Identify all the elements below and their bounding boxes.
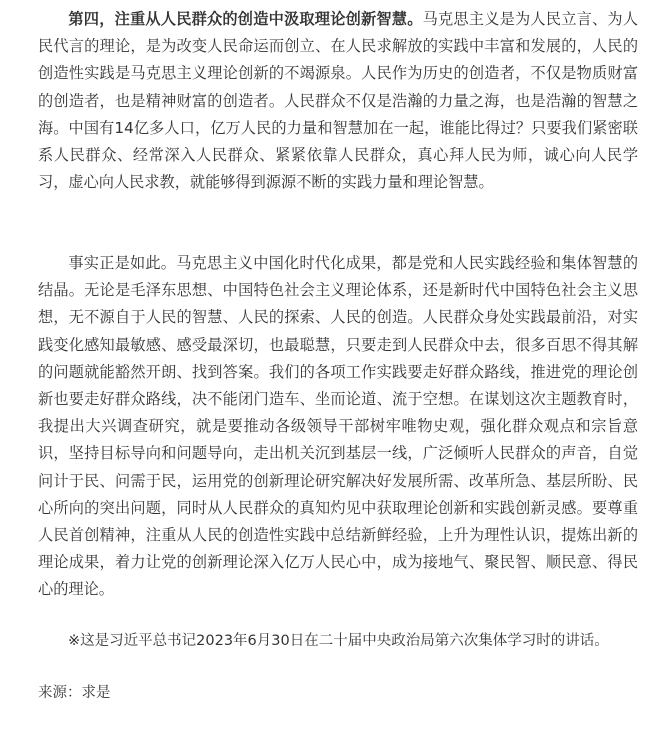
paragraph-lead-heading: 第四，注重从人民群众的创造中汲取理论创新智慧。 [68,10,423,28]
source-line: 来源：求是 [38,685,111,701]
paragraph-fourth-point [38,6,638,196]
speech-note: ※这是习近平总书记2023年6月30日在二十届中央政治局第六次集体学习时的讲话。 [68,633,609,649]
paragraph-body: 马克思主义是为人民立言、为人民代言的理论，是为改变人民命运而创立、在人民求解放的实践中丰富和发展的，人民的创造性实践是马克思主义理论创新的不竭源泉。人民作为历史的创造者，不仅是物质财富的创造者，也是精神财富的创造者。人民群众不仅是浩瀚的力量之海，也是浩瀚的智慧之海。中国有14亿多人口，亿万人民的力量和智慧加在一起，谁能比得过？只要我们紧密联系人民群众、经常深入人民群众、紧紧依靠人民群众，真心拜人民为师，诚心向人民学习，虚心向人民求教，就能够得到源源不断的实践力量和理论智慧。 [38,10,639,192]
paragraph-facts: 事实正是如此。马克思主义中国化时代化成果，都是党和人民实践经验和集体智慧的结晶。无论是毛泽东思想、中国特色社会主义理论体系，还是新时代中国特色社会主义思想，无不源自于人民的智慧、人民的探索、人民的创造。人民群众身处实践最前沿，对实践变化感知最敏感、感受最深切，也最聪慧，只要走到人民群众中去，很多百思不得其解的问题就能豁然开朗、找到答案。我们的各项工作实践要走好群众路线，推进党的理论创新也要走好群众路线，决不能闭门造车、坐而论道、流于空想。在谋划这次主题教育时，我提出大兴调查研究，就是要推动各级领导干部树牢唯物史观，强化群众观点和宗旨意识，坚持目标导向和问题导向，走出机关沉到基层一线，广泛倾听人民群众的声音，自觉问计于民、问需于民，运用党的创新理论研究解决好发展所需、改革所急、基层所盼、民心所向的突出问题，同时从人民群众的真知灼见中获取理论创新和实践创新灵感。要尊重人民首创精神，注重从人民的创造性实践中总结新鲜经验，上升为理性认识，提炼出新的理论成果，着力让党的创新理论深入亿万人民心中，成为接地气、聚民智、顺民意、得民心的理论。 [38,254,638,599]
